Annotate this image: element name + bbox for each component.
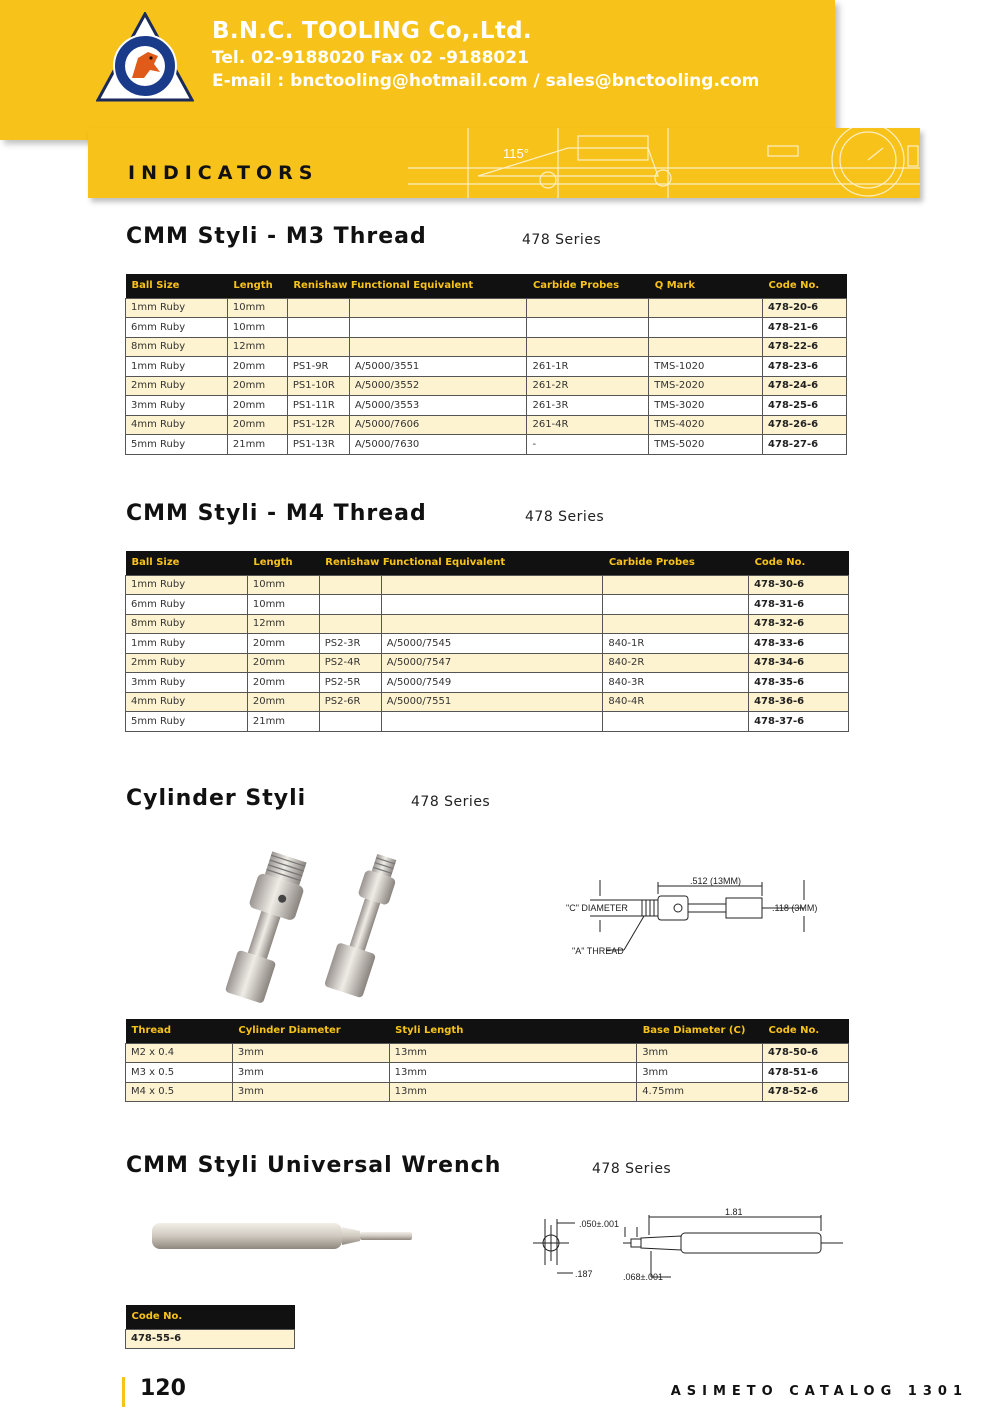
table-cell: 3mm bbox=[232, 1043, 389, 1063]
table-cell: 478-23-6 bbox=[763, 357, 847, 377]
table-cell bbox=[319, 575, 381, 595]
col-renishaw: Renishaw Functional Equivalent bbox=[287, 274, 527, 298]
table-cell: 10mm bbox=[247, 575, 319, 595]
m4-table bbox=[125, 551, 849, 732]
table-header-row bbox=[126, 1019, 849, 1043]
table-cell: 10mm bbox=[227, 318, 287, 338]
table-cell bbox=[603, 595, 749, 615]
table-cell: A/5000/7630 bbox=[349, 435, 527, 455]
table-row bbox=[126, 376, 847, 396]
table-cell: A/5000/3552 bbox=[349, 376, 527, 396]
table-row bbox=[126, 337, 847, 357]
table-cell: 261-1R bbox=[527, 357, 649, 377]
table-cell bbox=[649, 337, 763, 357]
table-cell: 478-51-6 bbox=[763, 1063, 849, 1083]
table-row bbox=[126, 653, 849, 673]
table-row bbox=[126, 1329, 295, 1349]
wrench-title: CMM Styli Universal Wrench bbox=[126, 1153, 502, 1178]
table-cell: M2 x 0.4 bbox=[126, 1043, 233, 1063]
cyl-dia-label: .118 (3MM) bbox=[772, 903, 818, 913]
table-cell: TMS-5020 bbox=[649, 435, 763, 455]
table-cell: - bbox=[527, 435, 649, 455]
cylinder-dimension-diagram bbox=[560, 870, 830, 965]
table-row bbox=[126, 1063, 849, 1083]
table-cell: 478-27-6 bbox=[763, 435, 847, 455]
table-cell bbox=[381, 712, 603, 732]
table-cell: 6mm Ruby bbox=[126, 595, 248, 615]
table-cell bbox=[319, 614, 381, 634]
table-cell: 478-50-6 bbox=[763, 1043, 849, 1063]
col-thread: Thread bbox=[126, 1019, 233, 1043]
table-cell: 2mm Ruby bbox=[126, 653, 248, 673]
table-cell: 478-37-6 bbox=[749, 712, 849, 732]
table-cell bbox=[381, 595, 603, 615]
wrench-shaft-label: .068±.001 bbox=[623, 1272, 663, 1282]
table-cell: A/5000/7549 bbox=[381, 673, 603, 693]
table-row bbox=[126, 298, 847, 318]
table-cell bbox=[349, 318, 527, 338]
table-row bbox=[126, 415, 847, 435]
table-cell: 1mm Ruby bbox=[126, 357, 228, 377]
col-carbide: Carbide Probes bbox=[603, 551, 749, 575]
table-cell bbox=[527, 337, 649, 357]
table-cell: 20mm bbox=[227, 357, 287, 377]
m3-series: 478 Series bbox=[522, 232, 602, 248]
footer-accent bbox=[122, 1377, 125, 1407]
table-row bbox=[126, 712, 849, 732]
table-cell: 261-3R bbox=[527, 396, 649, 416]
table-cell bbox=[381, 614, 603, 634]
table-cell: 10mm bbox=[247, 595, 319, 615]
table-row bbox=[126, 673, 849, 693]
col-ball-size: Ball Size bbox=[126, 274, 228, 298]
page-number: 120 bbox=[140, 1376, 186, 1401]
table-cell: 478-52-6 bbox=[763, 1082, 849, 1102]
cylinder-title: Cylinder Styli bbox=[126, 786, 307, 811]
table-cell: 478-33-6 bbox=[749, 634, 849, 654]
table-cell: M4 x 0.5 bbox=[126, 1082, 233, 1102]
table-cell: 2mm Ruby bbox=[126, 376, 228, 396]
table-cell: 478-35-6 bbox=[749, 673, 849, 693]
table-cell bbox=[527, 298, 649, 318]
table-row bbox=[126, 1043, 849, 1063]
table-cell bbox=[603, 712, 749, 732]
table-cell: TMS-3020 bbox=[649, 396, 763, 416]
company-phone: Tel. 02-9188020 Fax 02 -9188021 bbox=[212, 48, 529, 68]
wrench-end-label: .187 bbox=[575, 1269, 593, 1279]
table-cell: TMS-2020 bbox=[649, 376, 763, 396]
table-cell: PS1-11R bbox=[287, 396, 349, 416]
table-cell: 20mm bbox=[247, 692, 319, 712]
table-cell: 4mm Ruby bbox=[126, 692, 248, 712]
wrench-table bbox=[125, 1305, 295, 1349]
table-cell bbox=[349, 298, 527, 318]
table-cell: 261-2R bbox=[527, 376, 649, 396]
wrench-photo bbox=[148, 1215, 418, 1255]
catalog-name: ASIMETO CATALOG 1301 bbox=[670, 1384, 968, 1399]
table-cell bbox=[287, 298, 349, 318]
table-cell: 20mm bbox=[247, 634, 319, 654]
col-base-diameter: Base Diameter (C) bbox=[637, 1019, 763, 1043]
m4-title: CMM Styli - M4 Thread bbox=[126, 501, 427, 526]
table-cell: PS2-6R bbox=[319, 692, 381, 712]
company-info bbox=[212, 18, 759, 91]
table-header-row bbox=[126, 274, 847, 298]
table-cell: 20mm bbox=[227, 396, 287, 416]
m3-title: CMM Styli - M3 Thread bbox=[126, 224, 427, 249]
table-row bbox=[126, 575, 849, 595]
table-cell: 478-32-6 bbox=[749, 614, 849, 634]
m4-series: 478 Series bbox=[525, 509, 605, 525]
col-code: Code No. bbox=[763, 1019, 849, 1043]
table-row bbox=[126, 318, 847, 338]
table-cell: PS1-10R bbox=[287, 376, 349, 396]
table-cell: 12mm bbox=[227, 337, 287, 357]
m3-table bbox=[125, 274, 847, 455]
col-qmark: Q Mark bbox=[649, 274, 763, 298]
col-length: Length bbox=[227, 274, 287, 298]
table-row bbox=[126, 396, 847, 416]
col-ball-size: Ball Size bbox=[126, 551, 248, 575]
table-row bbox=[126, 357, 847, 377]
cylinder-series: 478 Series bbox=[411, 794, 491, 810]
table-cell: 840-1R bbox=[603, 634, 749, 654]
col-styli-length: Styli Length bbox=[389, 1019, 637, 1043]
cylinder-styli-photo bbox=[180, 835, 420, 1005]
cyl-a-label: "A" THREAD bbox=[572, 946, 624, 956]
table-cell bbox=[649, 318, 763, 338]
table-cell: 10mm bbox=[227, 298, 287, 318]
table-cell bbox=[287, 318, 349, 338]
table-header-row bbox=[126, 551, 849, 575]
table-cell: A/5000/7545 bbox=[381, 634, 603, 654]
cyl-length-label: .512 (13MM) bbox=[690, 876, 742, 886]
table-cell: 20mm bbox=[227, 415, 287, 435]
table-cell: 1mm Ruby bbox=[126, 298, 228, 318]
company-header bbox=[0, 0, 835, 140]
table-cell: 478-24-6 bbox=[763, 376, 847, 396]
wrench-len-label: 1.81 bbox=[725, 1207, 743, 1217]
table-cell: 261-4R bbox=[527, 415, 649, 435]
indicator-sketch-icon bbox=[408, 128, 920, 198]
angle-label: 115° bbox=[503, 146, 529, 161]
table-cell: A/5000/7551 bbox=[381, 692, 603, 712]
table-cell: 478-55-6 bbox=[126, 1329, 295, 1349]
col-renishaw: Renishaw Functional Equivalent bbox=[319, 551, 603, 575]
col-carbide: Carbide Probes bbox=[527, 274, 649, 298]
table-cell bbox=[603, 575, 749, 595]
table-cell bbox=[381, 575, 603, 595]
table-cell: 20mm bbox=[247, 673, 319, 693]
cylinder-table bbox=[125, 1019, 849, 1102]
table-cell: PS1-13R bbox=[287, 435, 349, 455]
col-length: Length bbox=[247, 551, 319, 575]
table-cell bbox=[287, 337, 349, 357]
table-cell: 478-34-6 bbox=[749, 653, 849, 673]
wrench-series: 478 Series bbox=[592, 1161, 672, 1177]
section-title: INDICATORS bbox=[128, 162, 319, 184]
table-cell: TMS-1020 bbox=[649, 357, 763, 377]
table-cell: 8mm Ruby bbox=[126, 337, 228, 357]
wrench-dimension-diagram bbox=[525, 1205, 845, 1285]
table-cell: 1mm Ruby bbox=[126, 575, 248, 595]
table-cell: 20mm bbox=[227, 376, 287, 396]
table-row bbox=[126, 1082, 849, 1102]
table-cell bbox=[649, 298, 763, 318]
table-cell: 5mm Ruby bbox=[126, 712, 248, 732]
table-cell bbox=[527, 318, 649, 338]
table-cell: M3 x 0.5 bbox=[126, 1063, 233, 1083]
table-cell: 3mm bbox=[637, 1043, 763, 1063]
table-cell: 1mm Ruby bbox=[126, 634, 248, 654]
table-cell: 478-21-6 bbox=[763, 318, 847, 338]
table-cell: 840-3R bbox=[603, 673, 749, 693]
table-cell: A/5000/3553 bbox=[349, 396, 527, 416]
table-cell: PS2-5R bbox=[319, 673, 381, 693]
table-cell: 478-36-6 bbox=[749, 692, 849, 712]
table-cell: 12mm bbox=[247, 614, 319, 634]
table-cell: 840-2R bbox=[603, 653, 749, 673]
table-cell: A/5000/3551 bbox=[349, 357, 527, 377]
table-cell: 3mm bbox=[637, 1063, 763, 1083]
table-row bbox=[126, 692, 849, 712]
table-cell: 13mm bbox=[389, 1043, 637, 1063]
table-cell: 3mm bbox=[232, 1082, 389, 1102]
table-cell: 840-4R bbox=[603, 692, 749, 712]
company-email: E-mail : bnctooling@hotmail.com / sales@bnctooling.com bbox=[212, 71, 760, 91]
table-cell: 3mm Ruby bbox=[126, 396, 228, 416]
col-code: Code No. bbox=[763, 274, 847, 298]
table-cell: 5mm Ruby bbox=[126, 435, 228, 455]
table-cell: 478-20-6 bbox=[763, 298, 847, 318]
table-cell: 21mm bbox=[247, 712, 319, 732]
table-row bbox=[126, 634, 849, 654]
table-cell: 478-30-6 bbox=[749, 575, 849, 595]
section-band bbox=[88, 128, 920, 198]
table-cell: A/5000/7547 bbox=[381, 653, 603, 673]
cyl-c-label: "C" DIAMETER bbox=[566, 903, 628, 913]
table-cell: 478-31-6 bbox=[749, 595, 849, 615]
table-cell bbox=[349, 337, 527, 357]
table-cell: 478-22-6 bbox=[763, 337, 847, 357]
table-cell: 6mm Ruby bbox=[126, 318, 228, 338]
table-cell: 3mm Ruby bbox=[126, 673, 248, 693]
table-cell: 13mm bbox=[389, 1063, 637, 1083]
table-cell: TMS-4020 bbox=[649, 415, 763, 435]
table-cell: A/5000/7606 bbox=[349, 415, 527, 435]
table-row bbox=[126, 595, 849, 615]
table-cell: 4mm Ruby bbox=[126, 415, 228, 435]
table-row bbox=[126, 614, 849, 634]
col-code: Code No. bbox=[126, 1305, 295, 1329]
table-cell bbox=[319, 712, 381, 732]
table-cell: PS1-12R bbox=[287, 415, 349, 435]
table-cell bbox=[319, 595, 381, 615]
table-cell: 4.75mm bbox=[637, 1082, 763, 1102]
table-cell: 478-25-6 bbox=[763, 396, 847, 416]
company-logo bbox=[96, 12, 194, 104]
table-cell: PS2-3R bbox=[319, 634, 381, 654]
table-row bbox=[126, 435, 847, 455]
table-cell: 13mm bbox=[389, 1082, 637, 1102]
table-cell: 20mm bbox=[247, 653, 319, 673]
table-cell: 478-26-6 bbox=[763, 415, 847, 435]
table-header-row bbox=[126, 1305, 295, 1329]
col-cyl-diameter: Cylinder Diameter bbox=[232, 1019, 389, 1043]
col-code: Code No. bbox=[749, 551, 849, 575]
table-cell: 8mm Ruby bbox=[126, 614, 248, 634]
company-name: B.N.C. TOOLING Co,.Ltd. bbox=[212, 18, 532, 44]
table-cell: 3mm bbox=[232, 1063, 389, 1083]
table-cell: PS1-9R bbox=[287, 357, 349, 377]
table-cell: PS2-4R bbox=[319, 653, 381, 673]
table-cell bbox=[603, 614, 749, 634]
wrench-tip-label: .050±.001 bbox=[579, 1219, 619, 1229]
table-cell: 21mm bbox=[227, 435, 287, 455]
